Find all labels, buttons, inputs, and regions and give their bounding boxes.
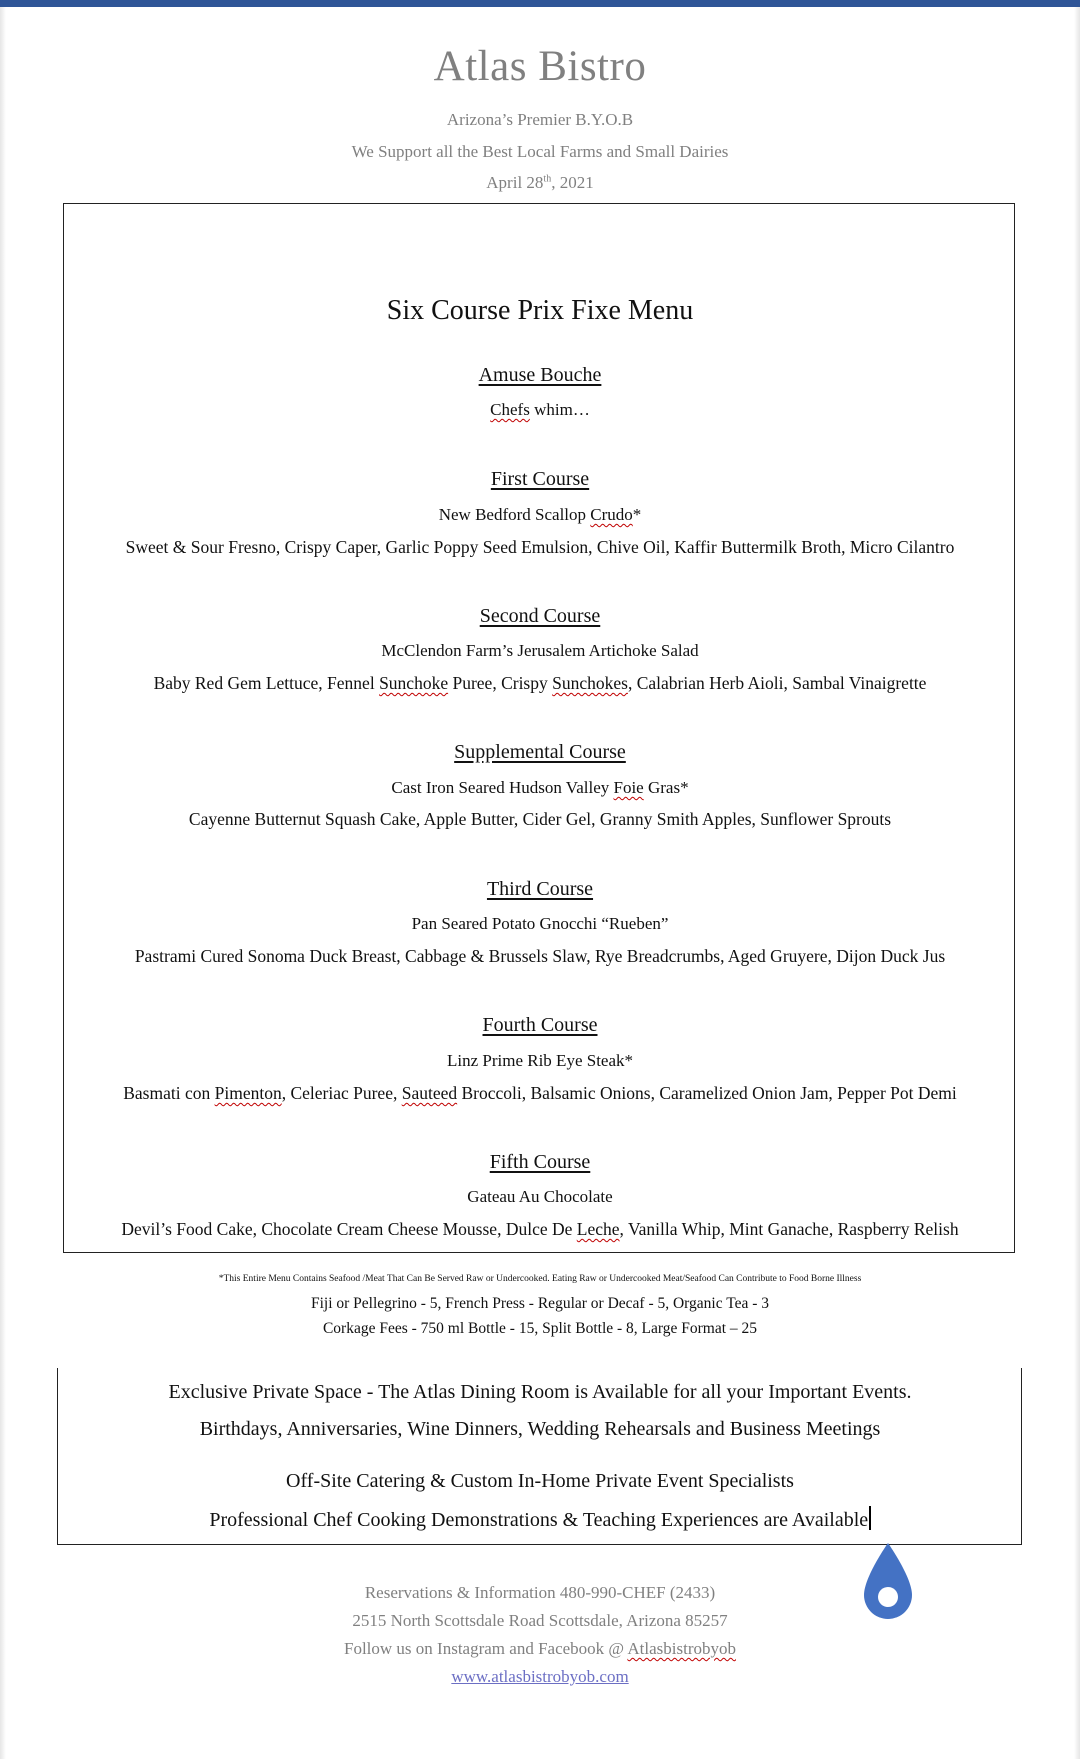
desc-text: , Calabrian Herb Aioli, Sambal Vinaigrette <box>627 673 927 693</box>
supplemental-course-heading: Supplemental Course <box>454 741 626 763</box>
follow-text: Follow us on Instagram and Facebook @ <box>344 1639 628 1658</box>
menu-title: Six Course Prix Fixe Menu <box>386 295 694 326</box>
third-course-dish: Pan Seared Potato Gnocchi “Rueben” <box>411 914 669 933</box>
desc-text: , Vanilla Whip, Mint Ganache, Raspberry Relish <box>619 1219 959 1239</box>
amuse-heading: Amuse Bouche <box>478 364 602 386</box>
spell-flag-word[interactable]: Sunchoke <box>379 673 449 693</box>
second-course-description <box>0 673 1080 694</box>
amuse-dish <box>0 400 1080 420</box>
tagline: Arizona’s Premier B.Y.O.B <box>446 110 634 129</box>
first-course-dish <box>0 505 1080 525</box>
events-line-1: Exclusive Private Space - The Atlas Dining Room is Available for all your Important Events. <box>168 1381 912 1403</box>
first-course-heading: First Course <box>490 468 590 490</box>
fourth-course-dish: Linz Prime Rib Eye Steak* <box>446 1051 634 1070</box>
events-line-3: Off-Site Catering & Custom In-Home Private Event Specialists <box>286 1470 794 1492</box>
spell-flag-word[interactable]: Pimenton <box>214 1083 282 1103</box>
fifth-course-description <box>0 1219 1080 1240</box>
beverage-prices: Fiji or Pellegrino - 5, French Press - Regular or Decaf - 5, Organic Tea - 3 <box>310 1295 770 1312</box>
events-line-4: Professional Chef Cooking Demonstrations & Teaching Experiences are Available <box>209 1509 869 1531</box>
corkage-fees: Corkage Fees - 750 ml Bottle - 15, Split Bottle - 8, Large Format – 25 <box>322 1320 758 1337</box>
events-line-4-wrap <box>0 1506 1080 1532</box>
website-link-row <box>0 1667 1080 1687</box>
spell-flag-word[interactable]: Foie <box>613 778 644 797</box>
desc-text: Broccoli, Balsamic Onions, Caramelized Onion Jam, Pepper Pot Demi <box>457 1083 957 1103</box>
fourth-course-description <box>0 1083 1080 1104</box>
website-link[interactable]: www.atlasbistrobyob.com <box>451 1667 629 1686</box>
reservations-info: Reservations & Information 480-990-CHEF (2433) <box>364 1583 716 1602</box>
date-prefix: April 28 <box>486 173 544 192</box>
third-course-description: Pastrami Cured Sonoma Duck Breast, Cabbage & Brussels Slaw, Rye Breadcrumbs, Aged Gruyere, Dijon Duck Jus <box>134 946 946 966</box>
restaurant-title: Atlas Bistro <box>433 43 647 90</box>
desc-text: Basmati con <box>123 1083 215 1103</box>
spell-flag-word[interactable]: Sunchokes <box>552 673 628 693</box>
menu-date <box>0 173 1080 193</box>
desc-text: Baby Red Gem Lettuce, Fennel <box>153 673 380 693</box>
first-course-description: Sweet & Sour Fresno, Crispy Caper, Garlic Poppy Seed Emulsion, Chive Oil, Kaffir Buttermilk Broth, Micro Cilantro <box>125 537 955 557</box>
dish-text: Cast Iron Seared Hudson Valley <box>391 778 614 797</box>
address: 2515 North Scottsdale Road Scottsdale, Arizona 85257 <box>352 1611 728 1630</box>
fifth-course-dish: Gateau Au Chocolate <box>467 1187 613 1206</box>
third-course-heading: Third Course <box>486 878 594 900</box>
cursor-drop-handle-icon[interactable] <box>862 1541 914 1621</box>
spell-flag-word[interactable]: Crudo <box>590 505 633 524</box>
date-sup: th <box>543 173 552 185</box>
dish-text: Gras* <box>643 778 689 797</box>
window-top-bar <box>0 0 1080 7</box>
fourth-course-heading: Fourth Course <box>482 1014 598 1036</box>
text-cursor <box>869 1506 871 1530</box>
amuse-dish-text: whim… <box>529 400 590 419</box>
raw-food-disclaimer: *This Entire Menu Contains Seafood /Meat That Can Be Served Raw or Undercooked. Eating Raw or Undercooked Meat/Seafood Can Contribute to Food Borne Illness <box>218 1274 862 1284</box>
dish-text: * <box>632 505 642 524</box>
social-follow <box>0 1639 1080 1659</box>
desc-text: Puree, Crispy <box>448 673 553 693</box>
date-suffix: , 2021 <box>551 173 594 192</box>
second-course-dish: McClendon Farm’s Jerusalem Artichoke Salad <box>381 641 699 660</box>
spell-flag-word[interactable]: Leche <box>576 1219 620 1239</box>
desc-text: Devil’s Food Cake, Chocolate Cream Cheese Mousse, Dulce De <box>121 1219 577 1239</box>
supplemental-course-dish <box>0 778 1080 798</box>
spell-flag-word[interactable]: Sauteed <box>401 1083 458 1103</box>
social-handle[interactable]: Atlasbistrobyob <box>627 1639 736 1658</box>
events-line-2: Birthdays, Anniversaries, Wine Dinners, Wedding Rehearsals and Business Meetings <box>199 1418 881 1440</box>
support-line: We Support all the Best Local Farms and Small Dairies <box>351 142 729 161</box>
supplemental-course-description: Cayenne Butternut Squash Cake, Apple Butter, Cider Gel, Granny Smith Apples, Sunflower Sprouts <box>188 809 892 829</box>
spell-flag-word[interactable]: Chefs <box>490 400 530 419</box>
second-course-heading: Second Course <box>479 605 601 627</box>
dish-text: New Bedford Scallop <box>438 505 591 524</box>
desc-text: , Celeriac Puree, <box>281 1083 402 1103</box>
fifth-course-heading: Fifth Course <box>489 1151 591 1173</box>
